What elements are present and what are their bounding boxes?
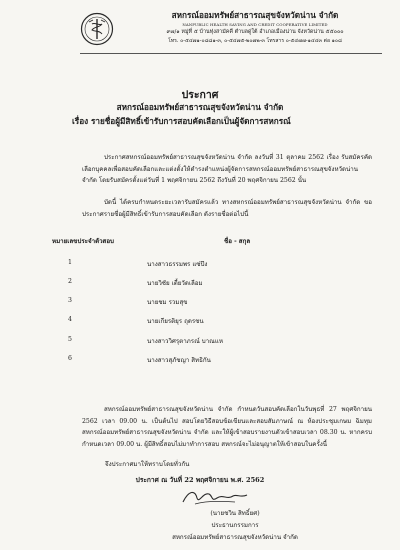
cooperative-seal-icon: [80, 12, 114, 46]
announcement-coop-name: สหกรณ์ออมทรัพย์สาธารณสุขจังหวัดน่าน จำกัด: [116, 102, 284, 112]
candidate-name: นางสาวธรรมพร แซ่ปึง: [147, 261, 208, 268]
candidate-name: นางสาวสุภัชญา สิทธิกัน: [147, 357, 211, 364]
table-row: [52, 297, 352, 307]
paragraph-exam-schedule: สหกรณ์ออมทรัพย์สาธารณสุขจังหวัดน่าน จำกัด กำหนดวันสอบคัดเลือกในวันพุธที่ 27 พฤศจิกายน 2562 เวลา 09.00 น. เป็นต้นไป สอบโดยวิธีสอบข้อเขียนและสอบสัมภาษณ์ ณ ห้องประชุมเกษม ฉิมทุม สหกรณ์ออมทรัพย์สาธารณสุขจังหวัดน่าน จำกัด และให้ผู้เข้าสอบรายงานตัวเข้าสอบเวลา 08.30 น. หากครบกำหนดเวลา 09.00 น. ผู้มีสิทธิ์สอบไม่มาทำการสอบ สหกรณ์จะไม่อนุญาตให้เข้าสอบในครั้งนี้: [82, 406, 372, 448]
exam-number: 3: [68, 297, 72, 304]
letterhead-name-en: NANPUBLIC HEALTH SAVING AND CREDIT COOPERATIVE LIMITED: [182, 22, 328, 27]
candidate-name: นางสาววิศรุตาภรณ์ บาณแห: [147, 338, 223, 345]
signatory-name: (นายชวิน สิทธิ์ยศ): [210, 510, 260, 517]
paragraph-background: ประกาศสหกรณ์ออมทรัพย์สาธารณสุขจังหวัดน่าน จำกัด ลงวันที่ 31 ตุลาคม 2562 เรื่อง รับสมัครคัดเลือกบุคคลเพื่อสอบคัดเลือกและแต่งตั้งให้ดำรงตำแหน่งผู้จัดการสหกรณ์ออมทรัพย์สาธารณสุขจังหวัดน่าน จำกัด โดยรับสมัครตั้งแต่วันที่ 1 พฤศจิกายน 2562 ถึงวันที่ 20 พฤศจิกายน 2562 นั้น: [82, 154, 372, 184]
handwritten-signature-icon: [175, 486, 255, 508]
table-row: [52, 355, 352, 365]
candidate-name: นายชม รวมสุข: [147, 299, 188, 306]
letterhead-divider: [80, 53, 382, 54]
closing-notice: จึงประกาศมาให้ทราบโดยทั่วกัน: [105, 461, 190, 468]
exam-number: 2: [68, 278, 72, 285]
candidate-name: นายวิชัย เตี้ยวัดเลือม: [147, 280, 203, 287]
signature-block: [150, 508, 320, 544]
exam-number: 6: [68, 355, 72, 362]
table-row: [52, 278, 352, 288]
table-row: [52, 259, 352, 269]
announcement-title: ประกาศ: [181, 89, 219, 101]
announcement-subject: เรื่อง รายชื่อผู้มีสิทธิ์เข้ารับการสอบคัดเลือกเป็นผู้จัดการสหกรณ์: [72, 116, 291, 126]
candidate-table-header: [52, 236, 352, 246]
letterhead-phone: โทร. ๐-๕๔๗๑-๐๘๘๑-๓, ๐-๕๔๗๕-๒๐๗๒-๓ โทรสาร ๐-๕๔๗๗-๑๔๔๓ ต่อ ๑๐๘: [168, 38, 342, 44]
header-full-name: ชื่อ - สกุล: [224, 238, 251, 245]
table-row: [52, 316, 352, 326]
letterhead-address: ๙๗/๑ หมู่ที่ ๕ บ้านทุ่งสามัคคี ตำบลดู่ใต้ อำเภอเมืองน่าน จังหวัดน่าน ๕๕๐๐๐: [166, 29, 344, 35]
paragraph-announcement: บัดนี้ ได้ครบกำหนดระยะเวลารับสมัครแล้ว ทางสหกรณ์ออมทรัพย์สาธารณสุขจังหวัดน่าน จำกัด ขอประกาศรายชื่อผู้มีสิทธิ์เข้ารับการสอบคัดเลือก ดังรายชื่อต่อไปนี้: [82, 199, 372, 218]
signatory-position: ประธานกรรมการ: [211, 522, 259, 529]
exam-number: 4: [68, 316, 72, 323]
exam-number: 1: [68, 259, 72, 266]
letterhead-name-th: สหกรณ์ออมทรัพย์สาธารณสุขจังหวัดน่าน จำกัด: [171, 10, 339, 20]
candidate-name: นายเกียรติยุร ถุดรชน: [147, 318, 204, 325]
letterhead: [120, 10, 390, 45]
table-row: [52, 336, 352, 346]
header-exam-number: หมายเลขประจำตัวสอบ: [52, 238, 114, 245]
signatory-organization: สหกรณ์ออมทรัพย์สาธารณสุขจังหวัดน่าน จำกัด: [172, 534, 298, 541]
exam-number: 5: [68, 336, 72, 343]
cooperative-seal-graphic: [80, 12, 114, 46]
signature-graphic: [175, 486, 255, 508]
announcement-date: ประกาศ ณ วันที่ 22 พฤศจิกายน พ.ศ. 2562: [135, 476, 265, 484]
